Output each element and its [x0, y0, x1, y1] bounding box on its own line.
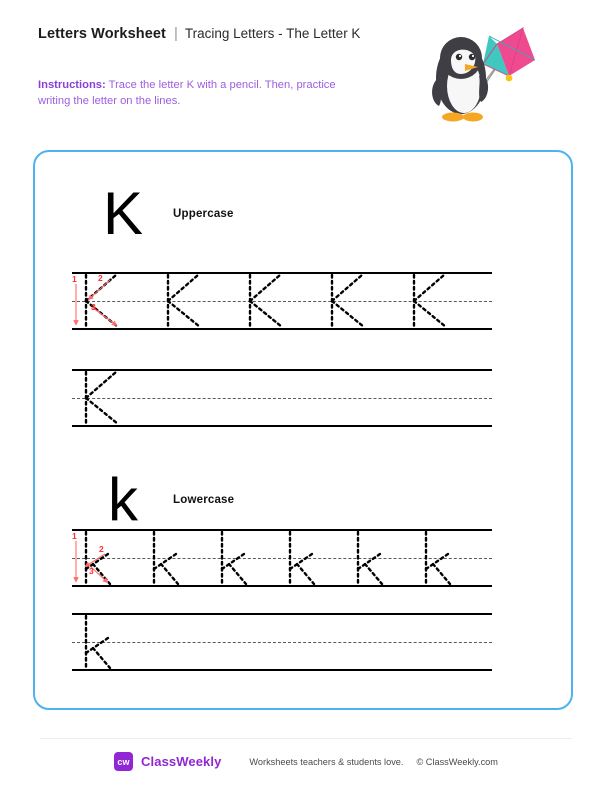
instructions-label: Instructions:: [38, 79, 106, 91]
instructions-text: [38, 78, 368, 109]
instructions-body: Trace the letter K with a pencil. Then, practice writing the letter on the lines.: [38, 79, 336, 107]
dotted-letter-k: [86, 616, 110, 668]
uppercase-practice-letters: [72, 369, 492, 427]
lowercase-dotted-letters: [72, 529, 492, 587]
dotted-letter-k: [154, 532, 178, 584]
dotted-letter-K: [86, 372, 118, 424]
stroke-number-3: 3: [91, 302, 96, 312]
page-header: [0, 0, 612, 145]
page-title: [38, 25, 360, 42]
footer-divider: [40, 738, 572, 739]
section-glyph-lowercase: k: [108, 466, 138, 533]
page-title-subtitle: Tracing Letters - The Letter K: [184, 26, 361, 41]
uppercase-practice-row[interactable]: [72, 369, 492, 427]
penguin-icon: [432, 37, 488, 122]
dotted-letter-k: [86, 532, 110, 584]
lowercase-practice-row[interactable]: [72, 613, 492, 671]
brand-name: ClassWeekly: [141, 754, 222, 769]
dotted-letter-K: [332, 275, 364, 327]
section-header-uppercase: [95, 178, 234, 250]
dotted-letter-k: [222, 532, 246, 584]
stroke-number-1: 1: [72, 531, 77, 541]
stroke-number-2: 2: [98, 273, 103, 283]
stroke-number-3: 3: [89, 566, 94, 576]
lowercase-trace-row[interactable]: [72, 529, 492, 587]
dotted-letter-K: [414, 275, 446, 327]
footer-tagline: Worksheets teachers & students love.: [249, 756, 404, 767]
penguin-with-kite-illustration: [425, 16, 545, 134]
section-header-lowercase: [95, 464, 234, 536]
dotted-letter-k: [358, 532, 382, 584]
brand-logo[interactable]: [114, 752, 221, 771]
dotted-letter-K: [250, 275, 282, 327]
dotted-letter-k: [426, 532, 450, 584]
uppercase-trace-row[interactable]: [72, 272, 492, 330]
title-separator: |: [173, 25, 178, 42]
dotted-letter-K: [86, 275, 118, 327]
lowercase-practice-letters: [72, 613, 492, 671]
dotted-letter-k: [290, 532, 314, 584]
page-footer: [0, 752, 612, 771]
section-label-uppercase: Uppercase: [173, 208, 234, 220]
dotted-letter-K: [168, 275, 200, 327]
stroke-number-1: 1: [72, 274, 77, 284]
section-label-lowercase: Lowercase: [173, 494, 235, 506]
page-title-main: Letters Worksheet: [38, 26, 166, 42]
section-glyph-uppercase: K: [102, 180, 144, 247]
uppercase-dotted-letters: [72, 272, 492, 330]
classweekly-badge-icon: cw: [114, 752, 133, 771]
footer-copyright: © ClassWeekly.com: [416, 756, 498, 767]
stroke-number-2: 2: [99, 544, 104, 554]
